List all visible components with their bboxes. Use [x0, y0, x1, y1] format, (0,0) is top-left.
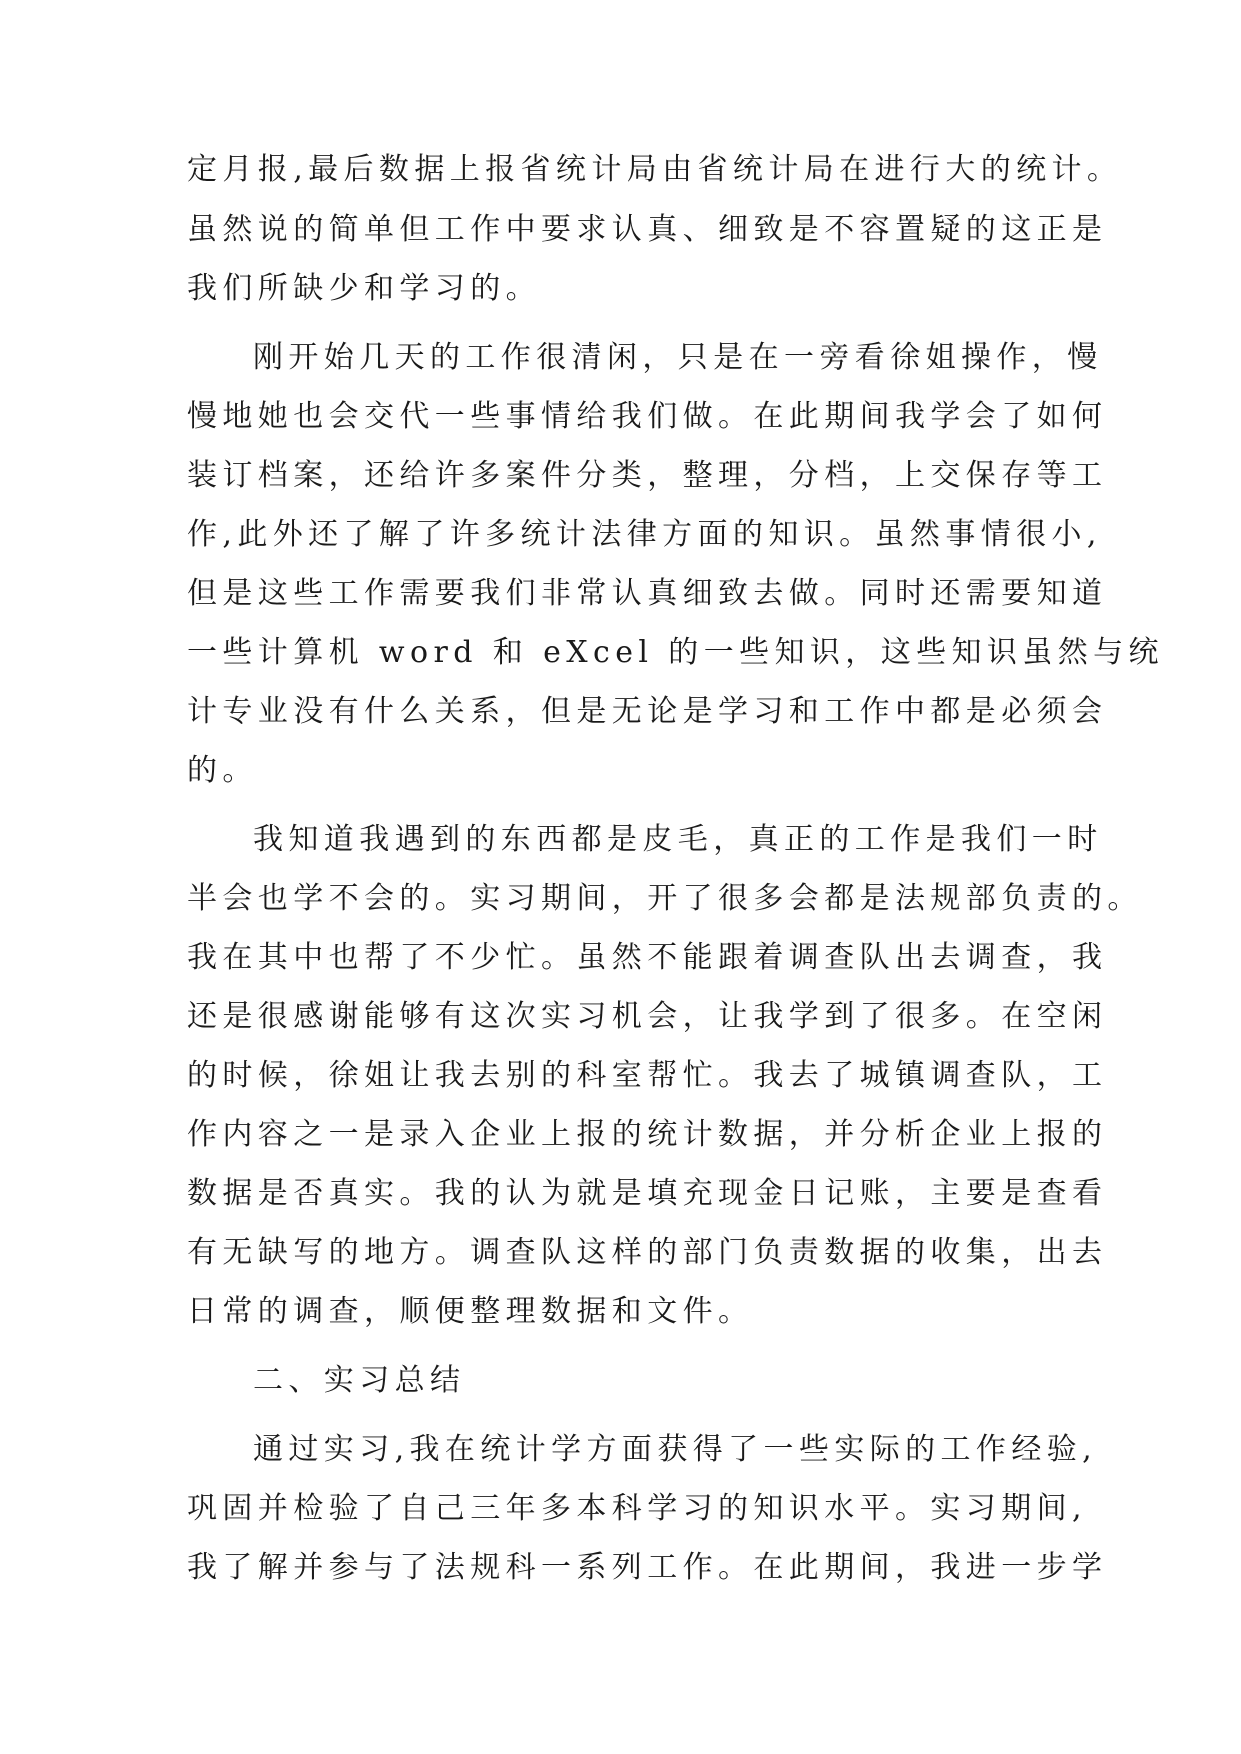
text-line: 但是这些工作需要我们非常认真细致去做。同时还需要知道 — [187, 576, 1108, 611]
text-line: 通过实习,我在统计学方面获得了一些实际的工作经验, — [253, 1432, 1098, 1467]
text-line: 我了解并参与了法规科一系列工作。在此期间，我进一步学 — [187, 1550, 1108, 1585]
text-line: 半会也学不会的。实习期间，开了很多会都是法规部负责的。 — [187, 881, 1143, 916]
text-line: 我在其中也帮了不少忙。虽然不能跟着调查队出去调查，我 — [187, 940, 1108, 975]
text-line: 还是很感谢能够有这次实习机会，让我学到了很多。在空闲 — [187, 999, 1108, 1034]
text-line: 我知道我遇到的东西都是皮毛，真正的工作是我们一时 — [253, 822, 1103, 857]
text-line: 装订档案，还给许多案件分类，整理，分档，上交保存等工 — [187, 458, 1108, 493]
text-line: 计专业没有什么关系，但是无论是学习和工作中都是必须会 — [187, 694, 1108, 729]
text-line: 日常的调查，顺便整理数据和文件。 — [187, 1294, 754, 1329]
text-line: 一些计算机 word 和 eXcel 的一些知识，这些知识虽然与统 — [187, 635, 1164, 670]
text-line: 定月报,最后数据上报省统计局由省统计局在进行大的统计。 — [187, 152, 1123, 187]
text-line: 巩固并检验了自己三年多本科学习的知识水平。实习期间, — [187, 1491, 1087, 1526]
text-line: 刚开始几天的工作很清闲，只是在一旁看徐姐操作，慢 — [253, 340, 1103, 375]
text-line: 我们所缺少和学习的。 — [187, 271, 541, 306]
text-line: 虽然说的简单但工作中要求认真、细致是不容置疑的这正是 — [187, 212, 1108, 247]
text-line: 慢地她也会交代一些事情给我们做。在此期间我学会了如何 — [187, 399, 1108, 434]
text-line: 的时候，徐姐让我去别的科室帮忙。我去了城镇调查队，工 — [187, 1058, 1108, 1093]
text-line: 作内容之一是录入企业上报的统计数据，并分析企业上报的 — [187, 1117, 1108, 1152]
text-line: 有无缺写的地方。调查队这样的部门负责数据的收集，出去 — [187, 1235, 1108, 1270]
text-line: 作,此外还了解了许多统计法律方面的知识。虽然事情很小, — [187, 517, 1102, 552]
text-line: 数据是否真实。我的认为就是填充现金日记账，主要是查看 — [187, 1176, 1108, 1211]
text-line: 的。 — [187, 753, 258, 788]
section-heading: 二、实习总结 — [253, 1363, 466, 1398]
